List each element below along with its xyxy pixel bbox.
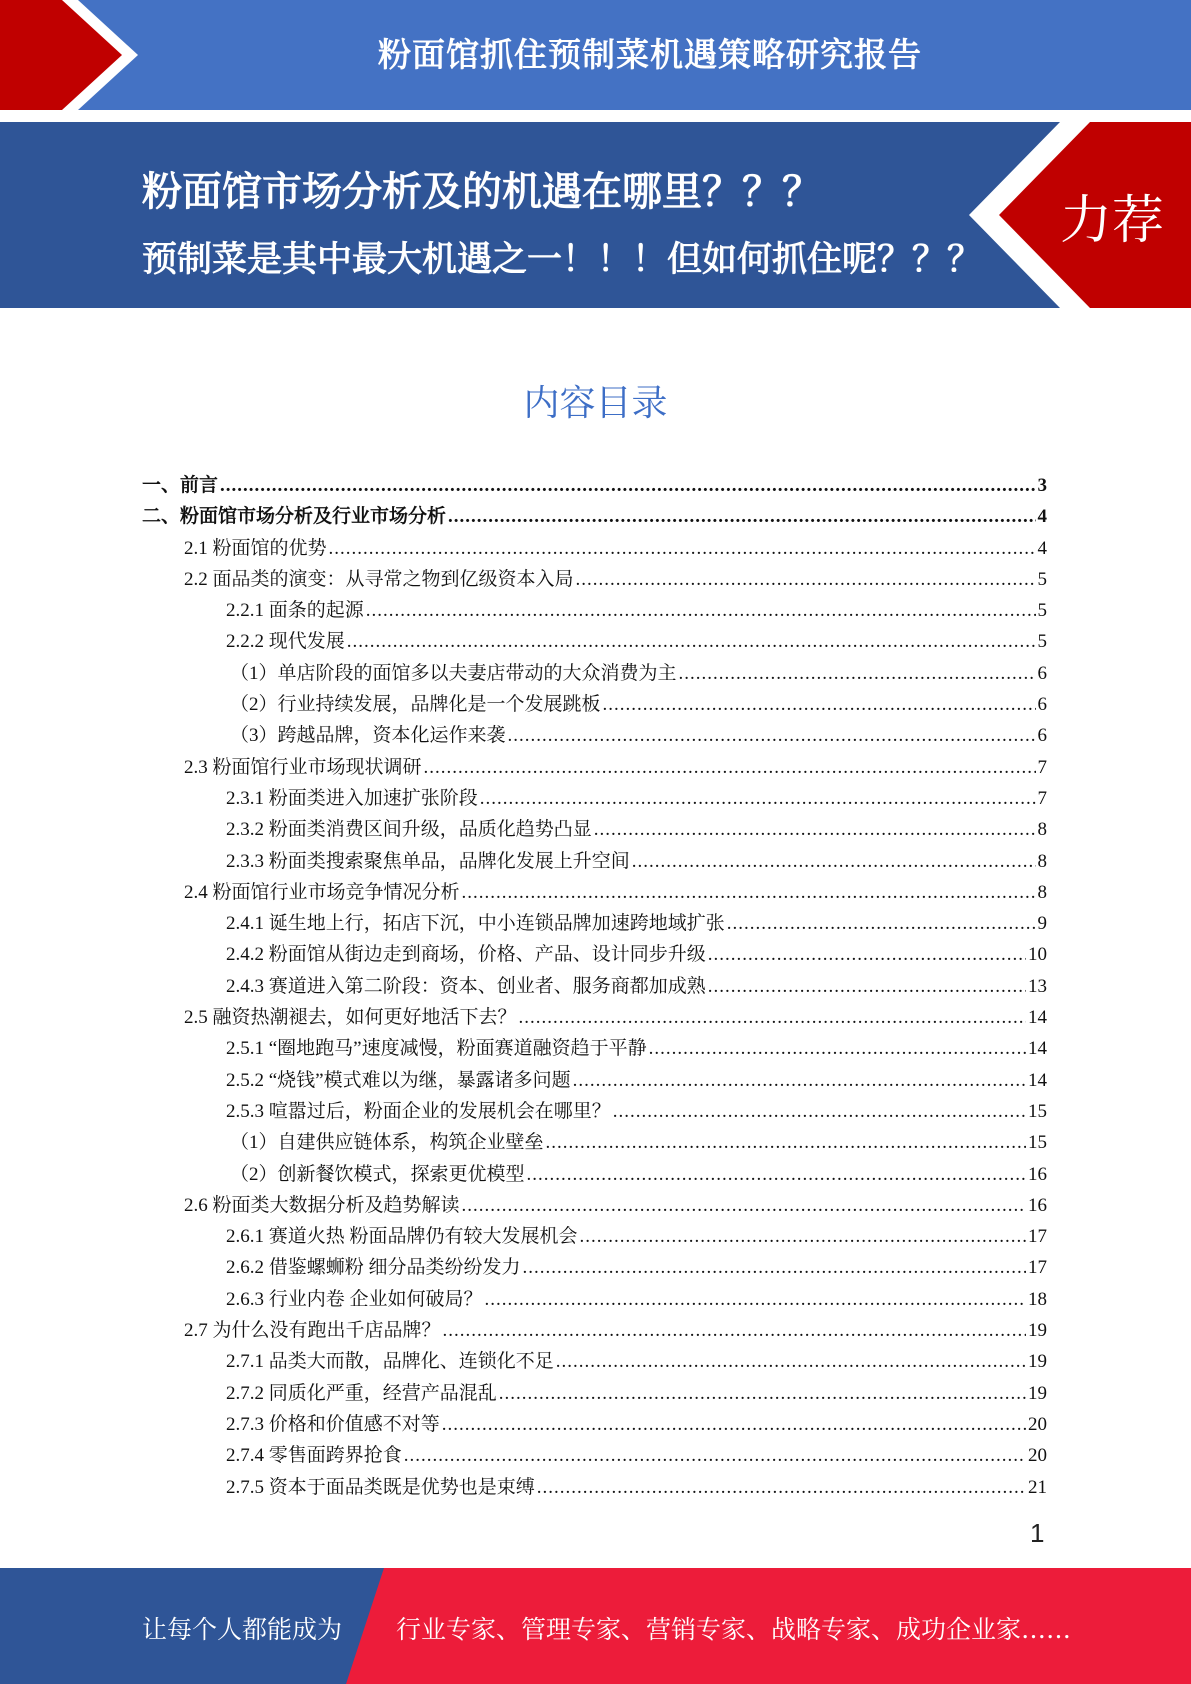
toc-entry[interactable]: （3）跨越品牌，资本化运作来袭 ..... 6: [142, 720, 1047, 751]
page-number: 1: [1030, 1518, 1045, 1548]
toc-entry[interactable]: （2）行业持续发展，品牌化是一个发展跳板 ..... 6: [142, 689, 1047, 720]
toc-entry[interactable]: 2.2.2 现代发展 ..... 5: [142, 626, 1047, 657]
toc-entry[interactable]: 2.5.3 喧嚣过后，粉面企业的发展机会在哪里？ ..... 15: [142, 1096, 1047, 1127]
toc-entry[interactable]: 2.7 为什么没有跑出千店品牌？ ..... 19: [142, 1315, 1047, 1346]
toc-entry[interactable]: 2.3 粉面馆行业市场现状调研 ..... 7: [142, 752, 1047, 783]
toc-entry[interactable]: （1）单店阶段的面馆多以夫妻店带动的大众消费为主 ..... 6: [142, 658, 1047, 689]
toc-entry[interactable]: 2.3.2 粉面类消费区间升级，品质化趋势凸显 ..... 8: [142, 814, 1047, 845]
report-title: 粉面馆抓住预制菜机遇策略研究报告: [378, 35, 922, 74]
footer-roles: 行业专家、管理专家、营销专家、战略专家、成功企业家……: [396, 1615, 1072, 1644]
toc-entry[interactable]: 2.2 面品类的演变：从寻常之物到亿级资本入局 ..... 5: [142, 564, 1047, 595]
toc-entry[interactable]: 2.6.3 行业内卷 企业如何破局？ ..... 18: [142, 1284, 1047, 1315]
toc-entry[interactable]: 2.6.1 赛道火热 粉面品牌仍有较大发展机会 ..... 17: [142, 1221, 1047, 1252]
toc-entry[interactable]: 2.7.5 资本于面品类既是优势也是束缚 ..... 21: [142, 1472, 1047, 1503]
toc-entry[interactable]: 2.7.3 价格和价值感不对等 ..... 20: [142, 1409, 1047, 1440]
toc-entry[interactable]: 2.4.2 粉面馆从街边走到商场，价格、产品、设计同步升级 ..... 10: [142, 939, 1047, 970]
toc-entry[interactable]: 2.7.1 品类大而散，品牌化、连锁化不足 ..... 19: [142, 1346, 1047, 1377]
toc-entry[interactable]: 一、前言 ..... 3: [142, 470, 1047, 501]
toc-entry[interactable]: 2.7.4 零售面跨界抢食 ..... 20: [142, 1440, 1047, 1471]
toc-entry[interactable]: 2.5.2 “烧钱”模式难以为继，暴露诸多问题 ..... 14: [142, 1065, 1047, 1096]
toc-entry[interactable]: 2.1 粉面馆的优势 ..... 4: [142, 533, 1047, 564]
toc-entry[interactable]: 2.4.1 诞生地上行，拓店下沉，中小连锁品牌加速跨地域扩张 ..... 9: [142, 908, 1047, 939]
toc-entry[interactable]: 二、粉面馆市场分析及行业市场分析 ..... 4: [142, 501, 1047, 532]
toc-entry[interactable]: 2.4 粉面馆行业市场竞争情况分析 ..... 8: [142, 877, 1047, 908]
toc-entry[interactable]: 2.3.3 粉面类搜索聚焦单品，品牌化发展上升空间 ..... 8: [142, 846, 1047, 877]
toc-entry[interactable]: 2.2.1 面条的起源 ..... 5: [142, 595, 1047, 626]
toc-entry[interactable]: 2.5 融资热潮褪去，如何更好地活下去？ ..... 14: [142, 1002, 1047, 1033]
toc-title: 内容目录: [523, 383, 668, 424]
toc-entry[interactable]: 2.5.1 “圈地跑马”速度减慢，粉面赛道融资趋于平静 ..... 14: [142, 1033, 1047, 1064]
toc-entry[interactable]: （2）创新餐饮模式，探索更优模型 ..... 16: [142, 1159, 1047, 1190]
toc-list: [142, 470, 1047, 1503]
toc-entry[interactable]: （1）自建供应链体系，构筑企业壁垒 ..... 15: [142, 1127, 1047, 1158]
toc-entry[interactable]: 2.6 粉面类大数据分析及趋势解读 ..... 16: [142, 1190, 1047, 1221]
footer-slogan: 让每个人都能成为: [142, 1615, 343, 1644]
hero-subheadline: 预制菜是其中最大机遇之一！！！但如何抓住呢？？？: [142, 240, 983, 280]
toc-entry[interactable]: 2.3.1 粉面类进入加速扩张阶段 ..... 7: [142, 783, 1047, 814]
recommend-badge: 力荐: [1060, 191, 1165, 251]
toc-entry[interactable]: 2.6.2 借鉴螺蛳粉 细分品类纷纷发力 ..... 17: [142, 1252, 1047, 1283]
toc-entry[interactable]: 2.7.2 同质化严重，经营产品混乱 ..... 19: [142, 1378, 1047, 1409]
hero-headline: 粉面馆市场分析及的机遇在哪里？？？: [142, 169, 822, 215]
toc-entry[interactable]: 2.4.3 赛道进入第二阶段：资本、创业者、服务商都加成熟 ..... 13: [142, 971, 1047, 1002]
